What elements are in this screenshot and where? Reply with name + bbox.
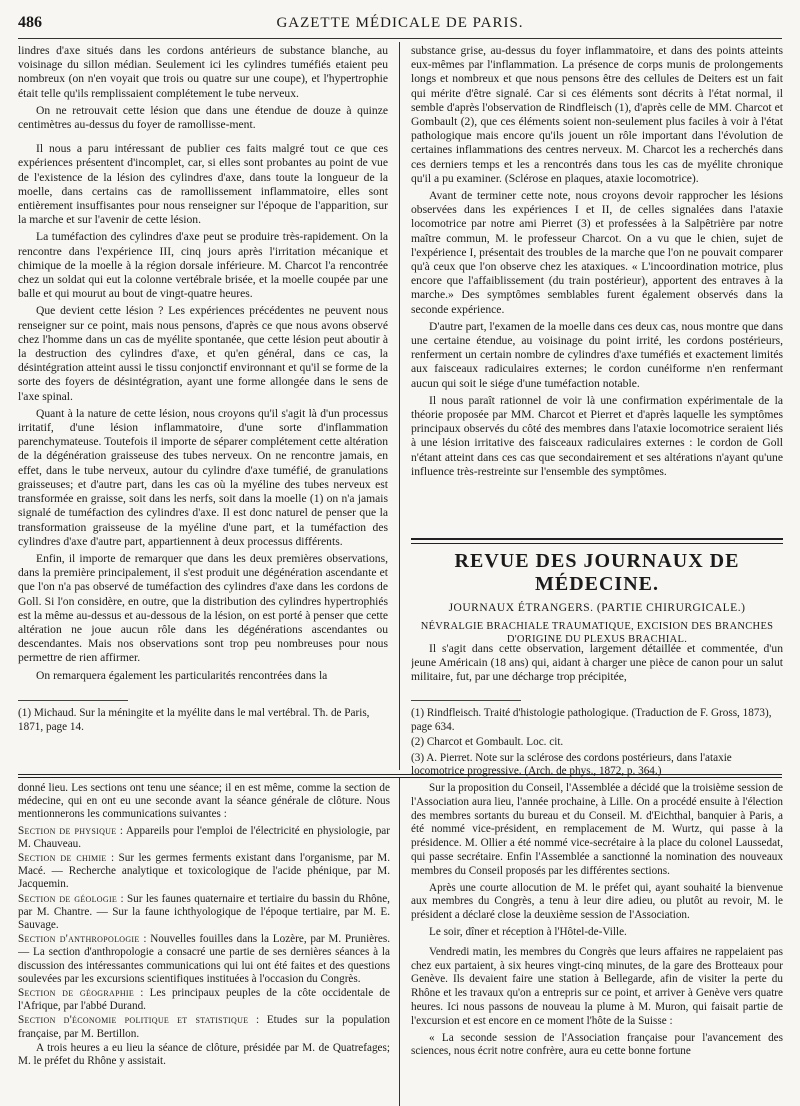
revue-subtitle: JOURNAUX ÉTRANGERS. (PARTIE CHIRURGICALE.) bbox=[448, 602, 746, 614]
footnote: (2) Charcot et Gombault. Loc. cit. bbox=[411, 736, 564, 749]
paragraph: Il s'agit dans cette observation, largement détaillée et commentée, d'un jeune Américain (18 ans) qui, aidant à charger une pièce de canon pour un salut militaire, fut, par une décharge trop précipitée, bbox=[411, 642, 783, 684]
section-name: Section de géologie bbox=[18, 892, 118, 905]
column-divider-top bbox=[399, 42, 400, 770]
column-divider-bottom bbox=[399, 778, 400, 1106]
paragraph: Il nous a paru intéressant de publier ces faits malgré tout ce que ces expériences présentent d'incomplet, car, si elles sont probantes au point de vue de l'existence de la lésion des cylindres d'axe, dans toute la longueur de la moelle, dans certains cas de ramollissement inflammatoire, elles sont entièrement insuffisantes pour nous renseigner sur l'époque de l'apparition, sur la marche et sur l'avenir de cette lésion. bbox=[18, 142, 388, 227]
section-name: Section d'anthropologie bbox=[18, 933, 140, 946]
section-text: : Sur les faunes quaternaire et tertiaire du bassin du Rhône, par M. Chantre. — Sur la faune ichthyologique de l'époque tertiaire, par M. E. Sauvage. bbox=[18, 892, 390, 932]
paragraph: Vendredi matin, les membres du Congrès que leurs affaires ne rappelaient pas chez eux partaient, à six heures vingt-cinq minutes, de la gare des Brotteaux pour Genève. Ils devaient faire une station à Bellegarde, afin de visiter la perte du Rhône et les travaux qu'on a entrepris sur ce point, et arriver à Genève vers quatre heures. Ici nous passons de nouveau la plume à M. Muron, qui faisait partie de l'excursion et est encore en ce moment l'hôte de la Suisse : bbox=[411, 945, 783, 1027]
section-name: Section de physique bbox=[18, 824, 117, 837]
top-right-column bbox=[411, 44, 783, 530]
paragraph: Le soir, dîner et réception à l'Hôtel-de-Ville. bbox=[429, 925, 627, 938]
paragraph: donné lieu. Les sections ont tenu une séance; il en est même, comme la section de médecine, qui en ont eu une seconde avant la séance générale de clôture. Nous mentionnerons les communications suivantes : bbox=[18, 782, 390, 821]
paragraph: On ne retrouvait cette lésion que dans une étendue de douze à quinze centimètres au-dessus du foyer de ramollisse-ment. bbox=[18, 103, 388, 132]
bottom-right-column bbox=[411, 782, 783, 1106]
section-name: Section de chimie bbox=[18, 852, 107, 865]
paragraph: D'autre part, l'examen de la moelle dans ces deux cas, nous montre que dans une certaine étendue, au voisinage du point irrité, les cordons postérieurs, renferment un certain nombre de cylindres d'axe tuméfiés et exactement limités aux faisceaux radiculaires externes; le cordon cunéiforme n'en renfermant aucun qui soit le siége d'une tuméfaction notable. bbox=[411, 319, 783, 390]
section-name: Section de géographie bbox=[18, 987, 135, 1000]
section-entry bbox=[18, 987, 390, 1013]
footnotes-left bbox=[18, 700, 388, 736]
paragraph: Avant de terminer cette note, nous croyons devoir rapprocher les lésions observées dans les expériences I et II, de celles signalées dans l'ataxie locomotrice par notre ami Pierret (3) et professées à la Salpêtrière par notre maître commun, M. le professeur Charcot. On a vu que le chien, sujet de l'expérience I, présentait des troubles de la marche que l'on ne pouvait comparer qu'à ceux que l'on observe chez les ataxiques. « L'incoordination motrice, plus encore que l'affaiblissement (du train postérieur), apportent des entraves à la marche.» Des symptômes semblables furent également observés dans la seconde expérience. bbox=[411, 189, 783, 316]
revue-header bbox=[411, 550, 783, 646]
section-entry bbox=[18, 933, 390, 986]
page-separator-rule bbox=[18, 774, 782, 778]
revue-title: REVUE DES JOURNAUX DE MÉDECINE. bbox=[454, 550, 740, 595]
section-entry bbox=[18, 852, 390, 892]
paragraph: Il nous paraît rationnel de voir là une confirmation expérimentale de la théorie proposée par MM. Charcot et Pierret et d'après laquelle les symptômes principaux observés du côté des membres dans l'ataxie locomotrice seraient liés à une lésion irritative des faisceaux radiculaires externes : le cordon de Goll n'étant atteint dans ces cas que secondairement et ses altérations n'ayant qu'une influence très-restreinte sur l'ensemble des symptômes. bbox=[411, 393, 783, 478]
footnotes-right bbox=[411, 700, 783, 781]
footnote-rule bbox=[411, 700, 521, 701]
journal-title: GAZETTE MÉDICALE DE PARIS. bbox=[276, 14, 524, 31]
section-text: : Sur les germes ferments existant dans l'organisme, par M. Macé. — Recherche analytique et toxicologique de l'acide phénique, par M. Jacquemin. bbox=[18, 852, 390, 891]
section-name: Section d'économie politique et statistique bbox=[18, 1014, 249, 1027]
section-text: : Etudes sur la population française, par M. Bertillon. bbox=[18, 1014, 390, 1040]
footnote: (1) Michaud. Sur la méningite et la myélite dans le mal vertébral. Th. de Paris, 1871, page 14. bbox=[18, 707, 370, 733]
paragraph: « La seconde session de l'Association française pour l'avancement des sciences, nous écrit notre confrère, aura eu cette bonne fortune bbox=[411, 1031, 783, 1058]
section-text: : Les principaux peuples de la côte occidentale de l'Afrique, par l'abbé Durand. bbox=[18, 987, 390, 1013]
section-entry bbox=[18, 825, 390, 851]
section-entry bbox=[18, 893, 390, 933]
section-text: : Nouvelles fouilles dans la Lozère, par M. Prunières. — La section d'anthropologie a consacré une partie de ses dernières séances à la discussion des intéressantes communications qui lui ont été faites et des questions soulevées par les excursions scientifiques instituées à l'occasion du Congrès. bbox=[18, 933, 390, 985]
page-header bbox=[18, 8, 782, 39]
paragraph: Sur la proposition du Conseil, l'Assemblée a décidé que la troisième session de l'Association aura lieu, l'année prochaine, à Lille. On a procédé ensuite à l'élection des membres sortants du bureau et du Conseil. M. d'Eichthal, banquier à Paris, a été nommé vice-président, en remplacement de M. Wurtz, qui passe à la présidence. M. Ollier a été nommé vice-secrétaire à la place du colonel Laussedat, qui passe secrétaire. Enfin l'Assemblée a sanctionné la nomination des nouveaux membres du Conseil proposés par les différentes sections. bbox=[411, 782, 783, 877]
paragraph: Que devient cette lésion ? Les expériences précédentes ne peuvent nous renseigner sur ce point, mais nous pensons, d'après ce que nous avons observé chez l'homme dans un cas de myélite spontanée, que cette lésion peut aboutir à la destruction des cylindres d'axe, et qu'en général, dans ce cas, la désintégration atteint aussi le tissu conjonctif environnant et qu'il se forme de la sorte des foyers de désintégration, ayant une forme allongée dans le sens de l'axe spinal. bbox=[18, 304, 388, 403]
revue-article-text bbox=[411, 642, 783, 688]
article-title: NÉVRALGIE BRACHIALE TRAUMATIQUE, EXCISION DES BRANCHES D'ORIGINE DU PLEXUS BRACHIAL. bbox=[420, 621, 774, 645]
section-rule bbox=[411, 538, 783, 544]
footnote-rule bbox=[18, 700, 128, 701]
section-entry bbox=[18, 1014, 390, 1040]
paragraph: Enfin, il importe de remarquer que dans les deux premières observations, dans la première principalement, il s'est produit une dégénération ascendante et que l'on n'a pas observé de tuméfaction des cylindres d'axe dans les cordons de Goll. Si l'on considère, en outre, que la distribution des cylindres hypertrophiés est la même au-dessus et au-dessous de la lésion, on est porté à penser que cette altération ne joue aucun rôle dans les dégénérations ascendantes ou descendantes. Mais nos observations sont trop peu nombreuses pour nous permettre de rien affirmer. bbox=[18, 551, 388, 665]
paragraph: substance grise, au-dessus du foyer inflammatoire, et dans des points atteints eux-mêmes par l'inflammation. La présence de corps munis de prolongements longs et nombreux et que nous pensons être des cellules de Deiters est un fait qui mérite d'être signalé. Car si ces éléments sont décrits à l'état normal, il semble d'après l'observation de Rindfleisch (1), d'après celle de MM. Charcot et Gombault (2), que ces éléments soient non-seulement plus faciles à voir à l'état pathologique mais encore qu'ils jouent un rôle important dans l'évolution de certaines inflammations des centres nerveux. M. Charcot les a recherchés dans ces derniers temps et les a rencontrés dans tous les cas de myélite chronique qu'il a pu examiner. (Sclérose en plaques, ataxie locomotrice). bbox=[411, 44, 783, 185]
footnote: (3) A. Pierret. Note sur la sclérose des cordons postérieurs, dans l'ataxie locomotrice progressive. (Arch. de phys., 1872, p. 364.) bbox=[411, 751, 732, 778]
bottom-left-column bbox=[18, 782, 390, 1106]
paragraph: Après une courte allocution de M. le préfet qui, ayant souhaité la bienvenue aux membres du Congrès, a tenu à leur dire adieu, ou plutôt au revoir, M. le président a déclaré close la deuxième session de l'Association. bbox=[411, 881, 783, 922]
paragraph: lindres d'axe situés dans les cordons antérieurs de substance blanche, au voisinage du sillon médian. Seulement ici les cylindres tuméfiés etaient peu nombreux (on n'en voyait que trois ou quatre sur une coupe), et l'hypertrophie était telle qu'ils remplissaient complétement le tube nerveux. bbox=[18, 44, 388, 100]
paragraph: A trois heures a eu lieu la séance de clôture, présidée par M. de Quatrefages; M. le préfet du Rhône y assistait. bbox=[18, 1041, 390, 1068]
page-number: 486 bbox=[18, 14, 42, 31]
paragraph: La tuméfaction des cylindres d'axe peut se produire très-rapidement. On la rencontre dans l'expérience III, cinq jours après l'irritation mécanique et chimique de la moelle à la région dorsale inférieure. M. Charcot l'a rencontrée chez un soldat qui eut la colonne vertébrale brisée, et la moelle coupée par une balle et qui mourut au bout de vingt-quatre heures. bbox=[18, 230, 388, 301]
paragraph: Quant à la nature de cette lésion, nous croyons qu'il s'agit là d'un processus irritatif, d'une lésion inflammatoire, d'une sorte d'inflammation parenchymateuse. Toutefois il importe de séparer complétement cette altération de la dégénération graisseuse des tubes nerveux. On ne rencontre jamais, en effet, dans le tube nerveux, autour du cylindre d'axe tuméfié, de granulations graisseuses; et d'autre part, dans les cas où la myéline des tubes nerveux est transformée en graisse, soit dans les nerfs, soit dans la moelle (1) on n'a jamais signalé de tuméfaction des cylindres d'axe. Il est donc naturel de penser que la transformation graisseuse de la myéline d'une part, et la tuméfaction des cylindres d'axe d'autre part, appartiennent à deux processus différents. bbox=[18, 406, 388, 548]
paragraph: On remarquera également les particularités rencontrées dans la bbox=[36, 668, 328, 682]
top-left-column bbox=[18, 44, 388, 689]
footnote: (1) Rindfleisch. Traité d'histologie pathologique. (Traduction de F. Gross, 1873), page 634. bbox=[411, 707, 772, 733]
section-text: : Appareils pour l'emploi de l'électricité en physiologie, par M. Chauveau. bbox=[18, 824, 390, 850]
